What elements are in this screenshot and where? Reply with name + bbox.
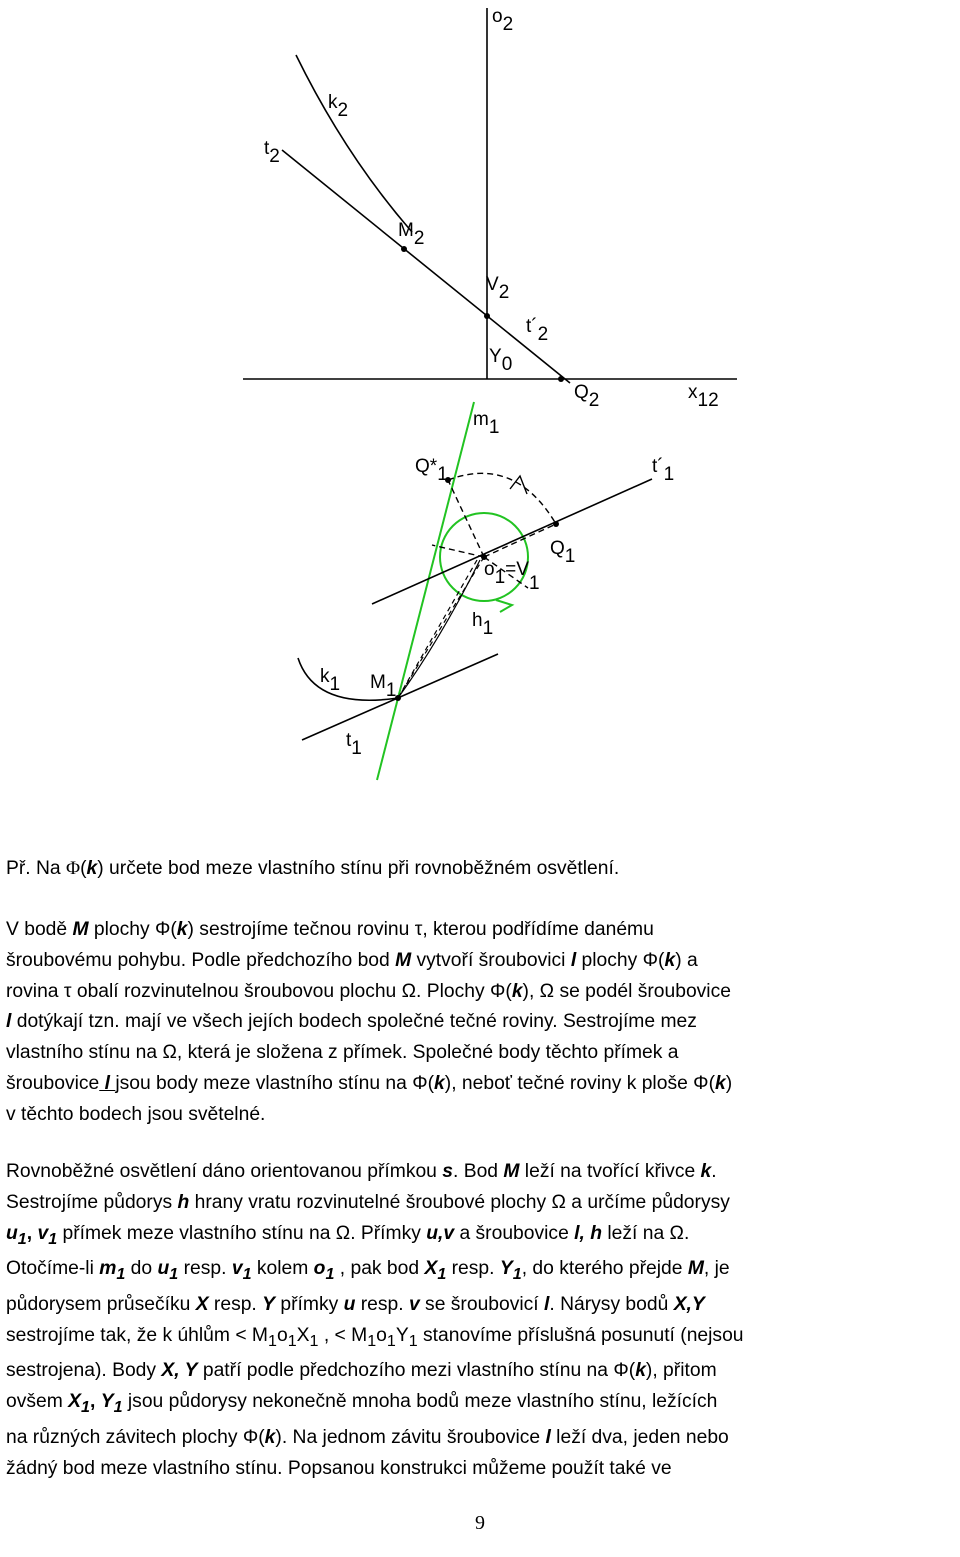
page-number: 9 [475, 1512, 485, 1534]
label-t2-prime: t´2 [526, 316, 549, 345]
paragraph-2-line: sestrojíme tak, že k úhlům < $M_1o_1X_1$ , < $M_1o_1Y_1$ stanovíme příslušná posunutí (nejsou [6, 1324, 744, 1350]
point-Q2 [558, 376, 564, 382]
label-t2: t2 [264, 138, 280, 167]
label-k1: k1 [320, 666, 341, 695]
paragraph-2-line: ovšem $X_1$, $Y_1$ jsou půdorysy nekonečně mnoha bodů meze vlastního stínu, ležících [6, 1391, 718, 1417]
paragraph-2-line: Sestrojíme půdorys h hrany vratu rozvinutelné šroubové plochy Ω a určíme půdorysy [6, 1191, 730, 1213]
paragraph-2-line: půdorysem průsečíku X resp. Y přímky u resp. v se šroubovicí l. Nárysy bodů X,Y [6, 1293, 705, 1315]
label-M2: M2 [398, 220, 425, 249]
point-V2 [484, 313, 490, 319]
label-Y0: Y0 [489, 346, 513, 375]
paragraph-2-line: žádný bod meze vlastního stínu. Popsanou konstrukci můžeme použít také ve [6, 1457, 672, 1479]
dashed-o1-M1-b [398, 560, 477, 698]
label-h1: h1 [472, 610, 494, 639]
point-M2 [401, 246, 407, 252]
paragraph-1-line: šroubovice l jsou body meze vlastního stínu na Φ(k), neboť tečné roviny k ploše Φ(k) [6, 1072, 733, 1094]
paragraph-1-line: l dotýkají tzn. mají ve všech jejích bodech společné tečné roviny. Sestrojíme mez [6, 1011, 697, 1033]
paragraph-1-line: šroubovému pohybu. Podle předchozího bod M vytvoří šroubovici l plochy Φ(k) a [6, 949, 698, 971]
paragraph-1-line: vlastního stínu na Ω, která je složena z přímek. Společné body těchto přímek a [6, 1042, 679, 1064]
paragraph-2 [6, 1157, 956, 1484]
label-o1: o1=V1 [484, 559, 540, 594]
example-title: Př. Na Φ(k) určete bod meze vlastního stínu při rovnoběžném osvětlení. [6, 858, 620, 879]
label-x12: x12 [688, 382, 719, 411]
paragraph-1-line: V bodě M plochy Φ(k) sestrojíme tečnou rovinu τ, kterou podřídíme danému [6, 919, 654, 940]
paragraph-1-line: v těchto bodech jsou světelné. [6, 1103, 266, 1125]
arrow-h1 [496, 600, 512, 612]
curve-k2 [296, 55, 412, 232]
paragraph-2-line: Otočíme-li $m_1$ do $u_1$ resp. $v_1$ kolem $o_1$ , pak bod $X_1$ resp. $Y_1$, do kterého přejde M, je [6, 1258, 730, 1284]
label-t1: t1 [346, 730, 362, 759]
paragraph-1-line: rovina τ obalí rozvinutelnou šroubovou plochu Ω. Plochy Φ(k), Ω se podél šroubovice [6, 980, 731, 1002]
dashed-o1-Q1 [484, 524, 556, 557]
label-M1: M1 [370, 672, 397, 701]
label-m1: m1 [473, 409, 500, 438]
label-Q1-star: Q*1 [415, 456, 448, 485]
dashed-o1-Q1star [448, 480, 484, 557]
paragraph-2-line: sestrojena). Body X, Y patří podle předchozího mezi vlastního stínu na Φ(k), přitom [6, 1360, 717, 1382]
point-Q1 [553, 521, 559, 527]
label-o2: o2 [492, 6, 514, 35]
curve-M1-o1 [398, 560, 480, 698]
paragraph-2-line: na různých závitech plochy Φ(k). Na jednom závitu šroubovice l leží dva, jeden nebo [6, 1426, 729, 1448]
paragraph-1 [6, 915, 956, 1131]
label-k2: k2 [328, 92, 349, 121]
label-Q1: Q1 [550, 538, 576, 567]
label-V2: V2 [486, 274, 510, 303]
arc-arrow [510, 476, 527, 494]
label-Q2: Q2 [574, 382, 600, 411]
paragraph-2-line: Rovnoběžné osvětlení dáno orientovanou přímkou s. Bod M leží na tvořící křivce k. [6, 1161, 717, 1182]
paragraph-2-line: $u_1$, $v_1$ přímek meze vlastního stínu na Ω. Přímky u,v a šroubovice l, h leží na Ω. [6, 1222, 690, 1248]
label-t1-prime: t´1 [652, 456, 675, 485]
line-t2 [282, 150, 570, 383]
line-t1-prime [372, 479, 652, 604]
